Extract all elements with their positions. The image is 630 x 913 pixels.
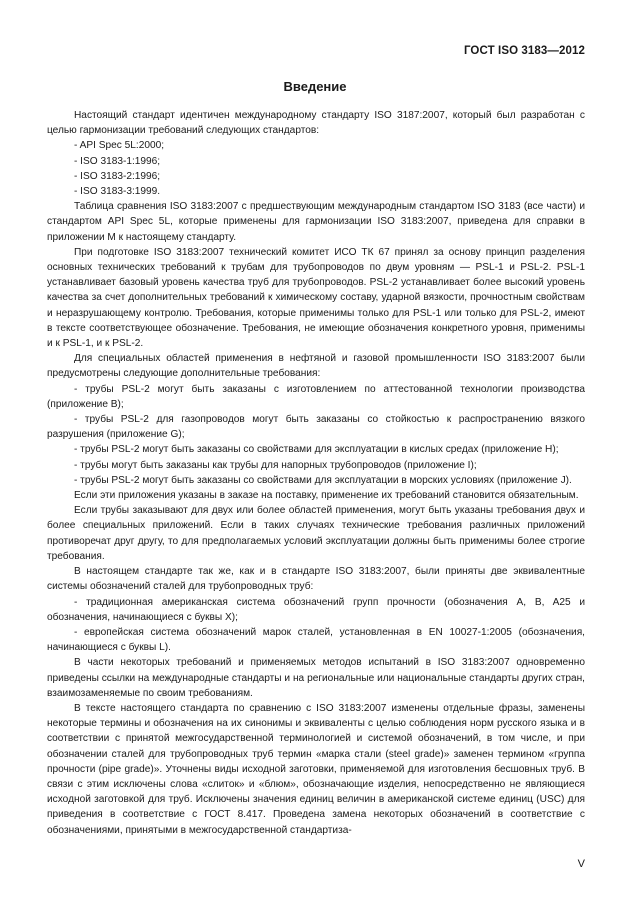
paragraph: Если эти приложения указаны в заказе на поставку, применение их требований становится обязательным. [74, 490, 579, 502]
paragraph: Настоящий стандарт идентичен международному стандарту ISO 3187:2007, который был разработан с целью гармонизации требований следующих стандартов: [47, 110, 585, 137]
body-text [47, 108, 585, 838]
standard-code: ГОСТ ISO 3183—2012 [463, 45, 585, 57]
section-title: Введение [283, 79, 347, 94]
list-item: - ISO 3183-3:1999. [74, 186, 161, 198]
list-item: - ISO 3183-1:1996; [74, 155, 161, 167]
paragraph: При подготовке ISO 3183:2007 технический комитет ИСО ТК 67 принял за основу принцип разделения основных технических требований к трубам для трубопроводов по двум уровням — PSL-1 и PSL-2. PSL-1 устанавливает базовый уровень качества труб для трубопроводов. PSL-2 устанавливает более высокий уровень качества за счет дополнительных требований к химическому составу, ударной вязкости, прочностным свойствам и неразрушающему контролю. Требования, которые применимы только для PSL-1 или только для PSL-2, имеют в тексте соответствующее обозначение. Требования, не имеющие обозначения конкретного уровня, применимы и к PSL-1, и к PSL-2. [47, 246, 585, 350]
list-item: - ISO 3183-2:1996; [74, 170, 161, 182]
page-number: V [577, 858, 585, 870]
list-item: - API Spec 5L:2000; [74, 140, 165, 152]
list-item: - трубы могут быть заказаны как трубы для напорных трубопроводов (приложение I); [74, 459, 477, 471]
list-item: - трубы PSL-2 могут быть заказаны со свойствами для эксплуатации в морских условиях (приложение J). [74, 474, 572, 486]
paragraph: В тексте настоящего стандарта по сравнению с ISO 3183:2007 изменены отдельные фразы, заменены некоторые термины и обозначения на их синонимы и эквиваленты с целью соблюдения норм русского языка и в соответствии с принятой межгосударственной терминологией и системой обозначений, в том числе, и при обозначении сталей для трубопроводных труб термин «марка стали (steel grade)» заменен термином «группа прочности (pipe grade)». Уточнены виды исходной заготовки, применяемой для изготовления бесшовных труб. В связи с этим исключены слова «слиток» и «блюм», обозначающие изделия, непосредственно не являющиеся исходной заготовкой для труб. Исключены значения единиц величин в американской системе единиц (USC) для приведения в соответствие с ГОСТ 8.417. Проведена замена некоторых обозначений в соответствие с обозначениями, принятыми в межгосударственной стандартиза- [47, 702, 585, 836]
paragraph: Если трубы заказывают для двух или более областей применения, могут быть указаны требования двух и более специальных приложений. Если в таких случаях технические требования различных приложений противоречат друг другу, то для предполагаемых условий эксплуатации должны быть применимы более строгие требования. [47, 505, 585, 562]
list-item: - трубы PSL-2 для газопроводов могут быть заказаны со стойкостью к распространению вязкого разрушения (приложение G); [47, 414, 585, 441]
paragraph: В настоящем стандарте так же, как и в стандарте ISO 3183:2007, были приняты две эквивалентные системы обозначений сталей для трубопроводных труб: [47, 566, 585, 593]
paragraph: Таблица сравнения ISO 3183:2007 с предшествующим международным стандартом ISO 3183 (все части) и стандартом API Spec 5L, которые применены для гармонизации ISO 3183:2007, приведена для справки в приложении M к настоящему стандарту. [47, 201, 585, 243]
paragraph: В части некоторых требований и применяемых методов испытаний в ISO 3183:2007 одновременно приведены ссылки на международные стандарты и на региональные или национальные стандарты других стран, взаимозаменяемые по своим требованиям. [47, 657, 585, 699]
list-item: - трубы PSL-2 могут быть заказаны со свойствами для эксплуатации в кислых средах (приложение H); [74, 444, 559, 456]
list-item: - европейская система обозначений марок сталей, установленная в EN 10027-1:2005 (обозначения, начинающиеся с буквы L). [47, 626, 585, 654]
paragraph: Для специальных областей применения в нефтяной и газовой промышленности ISO 3183:2007 были предусмотрены следующие дополнительные требования: [47, 353, 585, 380]
list-item: - трубы PSL-2 могут быть заказаны с изготовлением по аттестованной технологии производства (приложение B); [47, 383, 585, 410]
list-item: - традиционная американская система обозначений групп прочности (обозначения A, B, A25 и обозначения, начинающиеся с буквы X); [47, 596, 585, 623]
